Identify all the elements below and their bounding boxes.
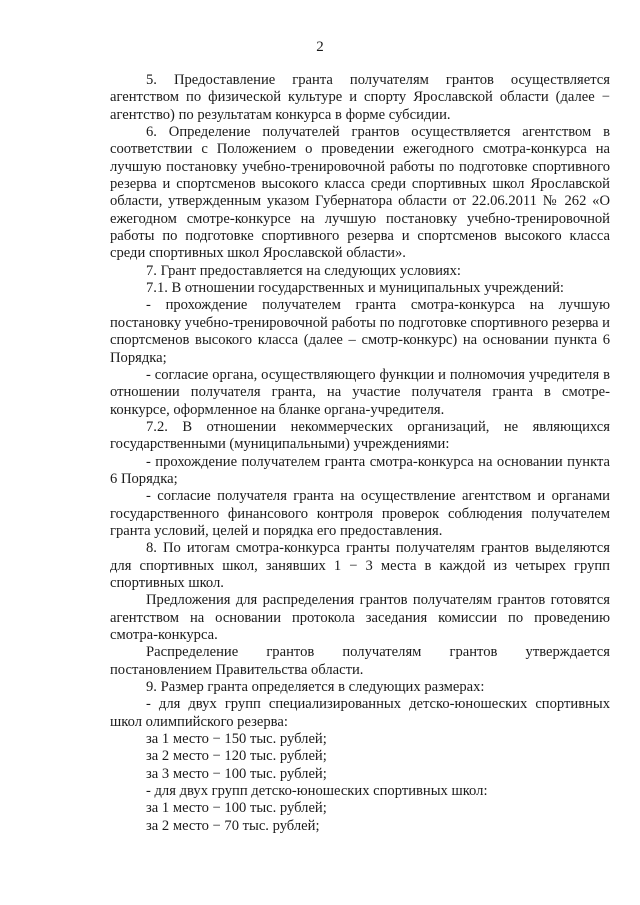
paragraph-9: 9. Размер гранта определяется в следующих размерах: bbox=[146, 679, 485, 696]
paragraph-7-2: 7.2. В отношении некоммерческих организаций, не являющихся государственными (муниципальными) учреждениями: bbox=[110, 418, 610, 453]
olympic-place-1: за 1 место − 150 тыс. рублей; bbox=[146, 731, 327, 748]
condition-7-1-consent: - согласие органа, осуществляющего функции и полномочия учредителя в отношении получателя гранта, на участие получателя гранта в смотре-конкурсе, оформленное на бланке органа-учредителя. bbox=[110, 366, 610, 418]
condition-7-1-contest: - прохождение получателем гранта смотра-конкурса на лучшую постановку учебно-тренировочной работы по подготовке спортивного резерва и спортсменов высокого класса (далее – смотр-конкурс) на основании пункта 6 Порядка; bbox=[110, 297, 610, 366]
page-number: 2 bbox=[316, 39, 324, 55]
paragraph-7-1: 7.1. В отношении государственных и муниципальных учреждений: bbox=[146, 280, 564, 297]
youth-place-2: за 2 место − 70 тыс. рублей; bbox=[146, 817, 320, 834]
paragraph-8: 8. По итогам смотра-конкурса гранты получателям грантов выделяются для спортивных школ, занявших 1 − 3 места в каждой из четырех групп спортивных школ. bbox=[110, 540, 610, 591]
youth-place-1: за 1 место − 100 тыс. рублей; bbox=[146, 800, 327, 817]
document-body bbox=[110, 72, 610, 835]
olympic-place-3: за 3 место − 100 тыс. рублей; bbox=[146, 765, 327, 782]
condition-7-2-contest: - прохождение получателем гранта смотра-конкурса на основании пункта 6 Порядка; bbox=[110, 453, 610, 487]
paragraph-5: 5. Предоставление гранта получателям грантов осуществляется агентством по физической культуре и спорту Ярославской области (далее − агентство) по результатам конкурса в форме субсидии. bbox=[110, 72, 610, 123]
paragraph-6: 6. Определение получателей грантов осуществляется агентством в соответствии с Положением о проведении ежегодного смотра-конкурса на лучшую постановку учебно-тренировочной работы по подготовке спортивного резерва и спортсменов высокого класса среди спортивных школ Ярославской области, утвержденным указом Губернатора области от 22.06.2011 № 262 «О ежегодном смотре-конкурсе на лучшую постановку учебно-тренировочной работы по подготовке спортивного резерва и спортсменов высокого класса среди спортивных школ Ярославской области». bbox=[110, 124, 610, 262]
olympic-place-2: за 2 место − 120 тыс. рублей; bbox=[146, 748, 327, 765]
group-youth-schools: - для двух групп детско-юношеских спортивных школ: bbox=[146, 783, 488, 800]
paragraph-distribution: Распределение грантов получателям грантов утверждается постановлением Правительства области. bbox=[110, 644, 610, 678]
condition-7-2-consent: - согласие получателя гранта на осуществление агентством и органами государственного финансового контроля проверок соблюдения получателем гранта условий, целей и порядка его предоставления. bbox=[110, 488, 610, 539]
paragraph-proposals: Предложения для распределения грантов получателям грантов готовятся агентством на основании протокола заседания комиссии по проведению смотра-конкурса. bbox=[110, 592, 610, 643]
paragraph-7: 7. Грант предоставляется на следующих условиях: bbox=[146, 262, 461, 279]
group-olympic-reserve: - для двух групп специализированных детско-юношеских спортивных школ олимпийского резерва: bbox=[110, 696, 610, 730]
